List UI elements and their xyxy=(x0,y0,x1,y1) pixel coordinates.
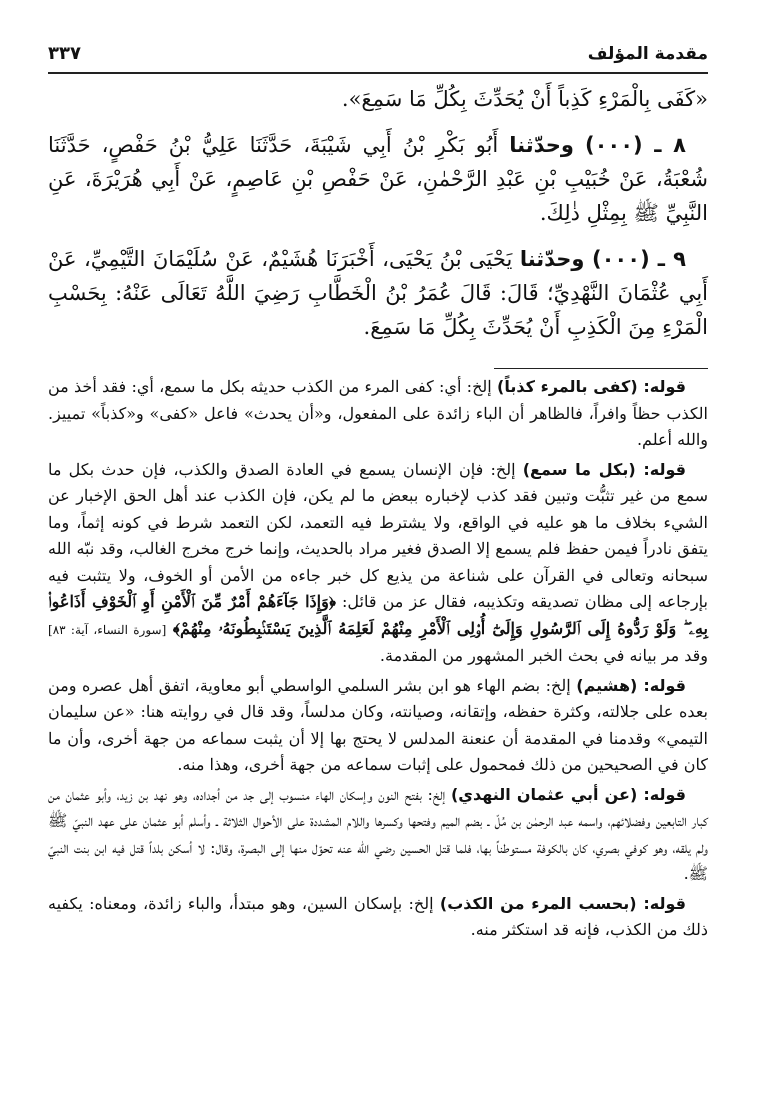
quran-verse: ﴿وَإِذَا جَآءَهُمْ أَمْرٌ مِّنَ ٱلْأَمْنِ أَوِ ٱلْخَوْفِ أَذَاعُوا۟ بِهِۦ ۖ وَلَوْ رَدُّوهُ إِلَى ٱلرَّسُولِ وَإِلَىٰٓ أُو۟لِى ٱلْأَمْرِ مِنْهُمْ لَعَلِمَهُ ٱلَّذِينَ يَسْتَنۢبِطُونَهُۥ مِنْهُمْ﴾ xyxy=(48,592,708,638)
hadith-text: أَبُو بَكْرِ بْنُ أَبِي شَيْبَةَ، حَدَّثَنَا عَلِيُّ بْنُ حَفْصٍ، حَدَّثَنَا شُعْبَةُ، عَنْ خُبَيْبِ بْنِ عَبْدِ الرَّحْمٰنِ، عَنْ حَفْصِ بْنِ عَاصِمٍ، عَنْ أَبِي هُرَيْرَةَ، عَنِ النَّبِيِّ ﷺ بِمِثْلِ ذٰلِكَ. xyxy=(48,133,708,225)
running-title: مقدمة المؤلف xyxy=(587,44,708,64)
footnote-lead: قوله: (بكل ما سمع) xyxy=(522,459,686,479)
hadith-number: ٨ ـ (٠٠٠) xyxy=(584,133,686,157)
footnote-4 xyxy=(48,782,708,888)
hadith-8 xyxy=(48,128,708,230)
footnote-text-continued: وقد مر بيانه في بحث الخبر المشهور من المقدمة. xyxy=(379,646,708,665)
commentary-footnotes xyxy=(48,374,708,947)
page-number: ٣٣٧ xyxy=(48,43,81,64)
footnote-lead: قوله: (هشيم) xyxy=(576,675,686,695)
footnote-3 xyxy=(48,673,708,779)
header-rule xyxy=(48,72,708,74)
footnote-5 xyxy=(48,891,708,944)
running-header xyxy=(48,34,708,64)
main-hadith-text xyxy=(48,82,708,356)
opening-line: «كَفَى بِالْمَرْءِ كَذِباً أَنْ يُحَدِّثَ بِكُلِّ مَا سَمِعَ». xyxy=(341,87,708,111)
footnote-separator xyxy=(494,368,708,369)
footnote-text: إلخ: بفتح النون وإسكان الهاء منسوب إلى جد من أجداده، وهو نهد بن زيد، وأبو عثمان من كبار التابعين وفضلائهم، واسمه عبد الرحمٰن بن مُلّ ـ بضم الميم وفتحها وكسرها واللام المشددة على الأحوال الثلاثة ـ وأسلم أبو عثمان على عهد النبيّ ﷺ ولم يلقه، وهو كوفي بصري، كان بالكوفة مستوطناً بها، فلما قتل الحسين رضي الله عنه تحوّل منها إلى البصرة، وقال: لا أسكن بلداً قتل فيه ابن بنت النبيّ ﷺ. xyxy=(48,784,708,883)
hadith-number: ٩ ـ (٠٠٠) xyxy=(592,247,686,271)
hadith-keyword: وحدّثنا xyxy=(509,133,574,157)
footnote-1 xyxy=(48,374,708,454)
hadith-9 xyxy=(48,242,708,344)
footnote-text: إلخ: أي: كفى المرء من الكذب حديثه بكل ما سمع، أي: فقد أخذ من الكذب حظاً وافراً، فالظاهر أن الباء زائدة على المفعول، و«أن يحدث» فاعل «كفى» و«كذباً» تمييز. والله أعلم. xyxy=(48,377,708,449)
hadith-keyword: وحدّثنا xyxy=(519,247,585,271)
footnote-text: إلخ: بضم الهاء هو ابن بشر السلمي الواسطي أبو معاوية، اتفق أهل عصره ومن بعده على جلالته، وكثرة حفظه، وإتقانه، وصيانته، وكان مدلساً، وقد قال في روايته هنا: «عن سليمان التيمي» وقدمنا في المقدمة أن عنعنة المدلس لا يحتج بها إلا أن يثبت سماعه من جهة أخرى، وأن ما كان في الصحيحين من ذلك فمحمول على إثبات سماعه من جهة أخرى، وهذا منه. xyxy=(48,675,708,774)
footnote-lead: قوله: (عن أبي عثمان النهدي) xyxy=(450,784,687,804)
hadith-text: يَحْيَى بْنُ يَحْيَى، أَخْبَرَنَا هُشَيْمٌ، عَنْ سُلَيْمَانَ التَّيْمِيِّ، عَنْ أَبِي عُثْمَانَ النَّهْدِيِّ؛ قَالَ: قَالَ عُمَرُ بْنُ الْخَطَّابِ رَضِيَ اللَّهُ تَعَالَى عَنْهُ: بِحَسْبِ الْمَرْءِ مِنَ الْكَذِبِ أَنْ يُحَدِّثَ بِكُلِّ مَا سَمِعَ. xyxy=(48,247,708,339)
footnote-text: إلخ: فإن الإنسان يسمع في العادة الصدق والكذب، فإن حدث بكل ما سمع من غير تثبُّت وتبين فقد كذب لإخباره ببعض ما لم يكن، فإن الكذب عند أهل الحق الإخبار عن الشيء بخلاف ما هو عليه في الواقع، ولا يشترط فيه التعمد، لكن التعمد شرط في كونه إثماً، وما يتفق نادراً فيمن حفظ فلم يسمع إلا الصدق فغير مراد بالحديث، وإنما خرج مخرج الغالب، وقد نبّه الله سبحانه وتعالى في القرآن على شناعة من يذيع كل خبر جاءه من الأمن أو الخوف، ولا يتثبت فيه بإرجاعه إلى مظان تصديقه وتكذيبه، فقال عز من قائل: xyxy=(48,459,709,611)
footnote-lead: قوله: (بحسب المرء من الكذب) xyxy=(439,893,686,913)
footnote-text: إلخ: بإسكان السين، وهو مبتدأ، والباء زائدة، ومعناه: يكفيه ذلك من الكذب، فإنه قد استكثر منه. xyxy=(48,893,708,939)
sura-reference: [سورة النساء، آية: ٨٣] xyxy=(48,622,167,637)
footnote-lead: قوله: (كفى بالمرء كذباً) xyxy=(497,377,687,396)
footnote-2 xyxy=(48,457,708,670)
